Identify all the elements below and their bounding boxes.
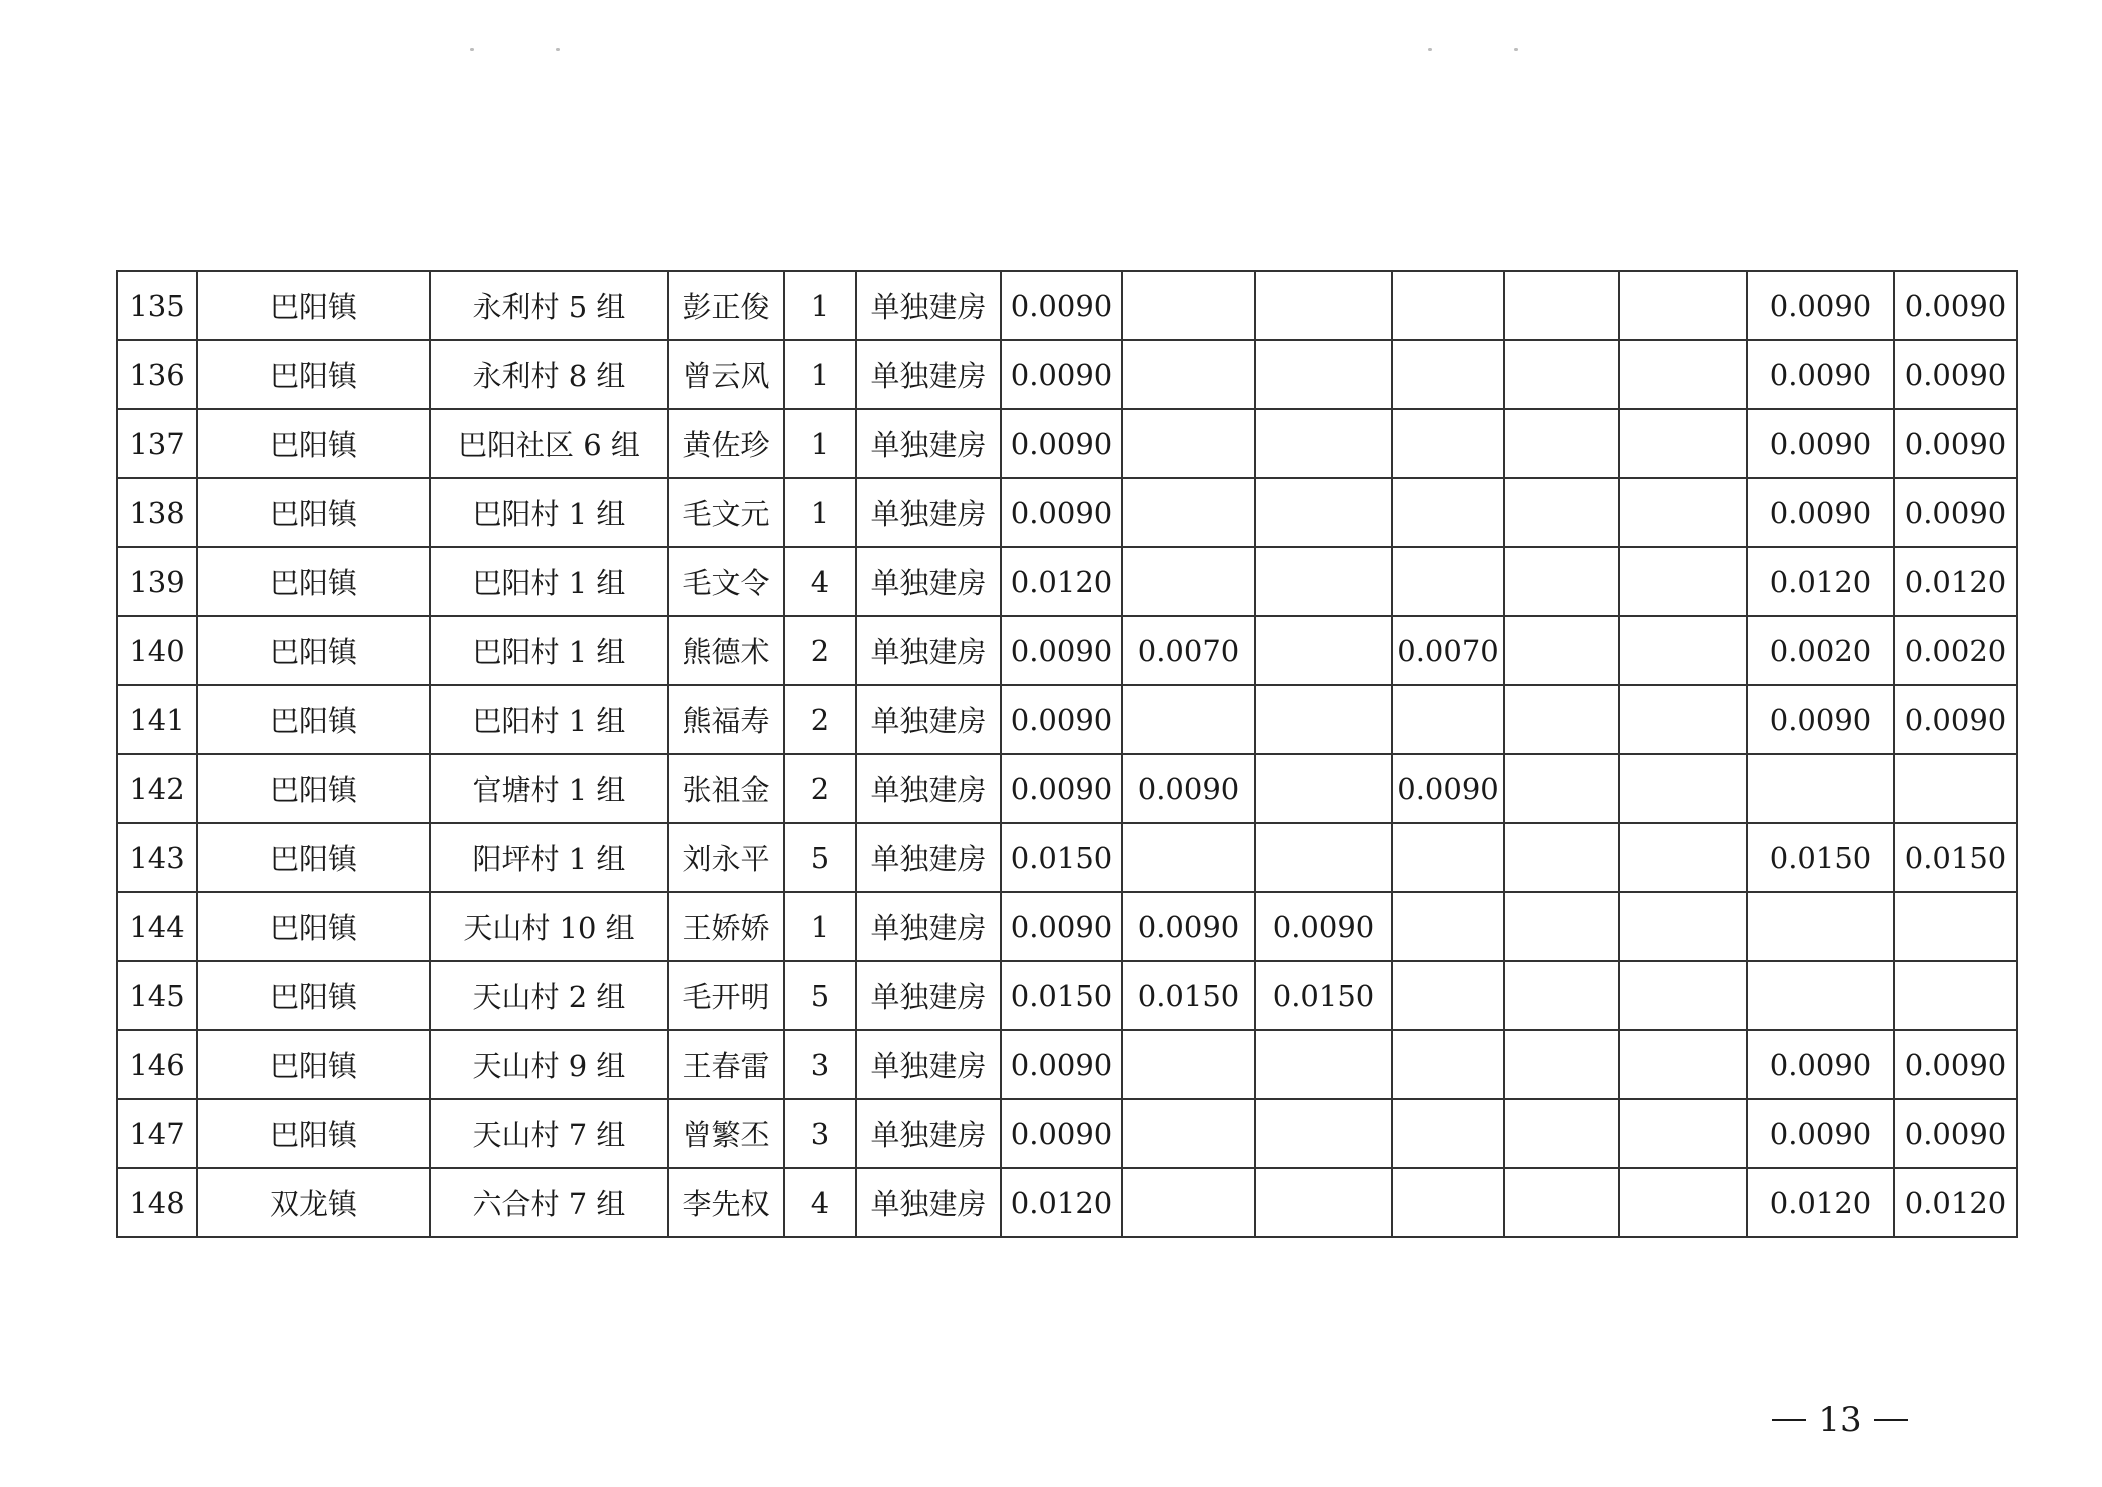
town-cell: 巴阳镇 [197, 409, 430, 478]
table-row [117, 754, 2017, 823]
construction-type-cell: 单独建房 [856, 961, 1001, 1030]
area-cell: 0.0020 [1747, 616, 1894, 685]
town-cell: 巴阳镇 [197, 1099, 430, 1168]
village-group-cell: 天山村 2 组 [430, 961, 668, 1030]
construction-type-cell: 单独建房 [856, 823, 1001, 892]
area-cell [1619, 478, 1747, 547]
town-cell: 巴阳镇 [197, 754, 430, 823]
serial-number-cell: 148 [117, 1168, 197, 1237]
area-cell: 0.0150 [1001, 961, 1122, 1030]
table-row [117, 547, 2017, 616]
area-cell: 0.0090 [1001, 1099, 1122, 1168]
area-cell [1894, 892, 2017, 961]
village-group-cell: 天山村 9 组 [430, 1030, 668, 1099]
town-cell: 巴阳镇 [197, 823, 430, 892]
area-cell [1392, 478, 1504, 547]
area-cell [1504, 547, 1619, 616]
serial-number-cell: 136 [117, 340, 197, 409]
construction-type-cell: 单独建房 [856, 478, 1001, 547]
area-cell [1122, 340, 1255, 409]
town-cell: 巴阳镇 [197, 616, 430, 685]
area-cell [1619, 409, 1747, 478]
construction-type-cell: 单独建房 [856, 547, 1001, 616]
household-count-cell: 1 [784, 478, 856, 547]
area-cell [1392, 1168, 1504, 1237]
table-row [117, 271, 2017, 340]
construction-type-cell: 单独建房 [856, 409, 1001, 478]
village-group-cell: 永利村 5 组 [430, 271, 668, 340]
household-count-cell: 3 [784, 1099, 856, 1168]
household-count-cell: 4 [784, 1168, 856, 1237]
village-group-cell: 巴阳村 1 组 [430, 547, 668, 616]
town-cell: 巴阳镇 [197, 271, 430, 340]
area-cell [1255, 1099, 1392, 1168]
village-group-cell: 天山村 10 组 [430, 892, 668, 961]
area-cell [1255, 685, 1392, 754]
serial-number-cell: 139 [117, 547, 197, 616]
serial-number-cell: 143 [117, 823, 197, 892]
serial-number-cell: 142 [117, 754, 197, 823]
area-cell: 0.0090 [1122, 892, 1255, 961]
area-cell [1619, 616, 1747, 685]
town-cell: 巴阳镇 [197, 1030, 430, 1099]
area-cell: 0.0090 [1894, 478, 2017, 547]
table-row [117, 892, 2017, 961]
area-cell [1122, 1099, 1255, 1168]
town-cell: 巴阳镇 [197, 685, 430, 754]
table-row [117, 823, 2017, 892]
area-cell: 0.0090 [1255, 892, 1392, 961]
applicant-name-cell: 张祖金 [668, 754, 784, 823]
table-row [117, 409, 2017, 478]
area-cell [1504, 409, 1619, 478]
applicant-name-cell: 王春雷 [668, 1030, 784, 1099]
construction-type-cell: 单独建房 [856, 271, 1001, 340]
serial-number-cell: 141 [117, 685, 197, 754]
area-cell: 0.0090 [1001, 1030, 1122, 1099]
construction-type-cell: 单独建房 [856, 685, 1001, 754]
area-cell: 0.0090 [1392, 754, 1504, 823]
area-cell [1255, 547, 1392, 616]
table-row [117, 340, 2017, 409]
area-cell: 0.0120 [1894, 547, 2017, 616]
table-body [117, 271, 2017, 1237]
village-group-cell: 巴阳村 1 组 [430, 478, 668, 547]
scan-speck [1428, 48, 1432, 51]
area-cell: 0.0090 [1747, 340, 1894, 409]
table-row [117, 1030, 2017, 1099]
household-count-cell: 1 [784, 409, 856, 478]
household-count-cell: 1 [784, 340, 856, 409]
area-cell: 0.0150 [1894, 823, 2017, 892]
area-cell: 0.0150 [1001, 823, 1122, 892]
page-number-dash-right [1874, 1419, 1908, 1421]
area-cell: 0.0090 [1001, 478, 1122, 547]
scan-speck [556, 48, 560, 51]
area-cell [1392, 271, 1504, 340]
area-cell [1619, 547, 1747, 616]
area-cell [1122, 1168, 1255, 1237]
area-cell: 0.0090 [1894, 1030, 2017, 1099]
area-cell [1619, 1099, 1747, 1168]
area-cell [1392, 340, 1504, 409]
area-cell: 0.0120 [1747, 1168, 1894, 1237]
household-count-cell: 5 [784, 961, 856, 1030]
area-cell [1747, 892, 1894, 961]
household-count-cell: 3 [784, 1030, 856, 1099]
area-cell [1747, 754, 1894, 823]
serial-number-cell: 135 [117, 271, 197, 340]
area-cell [1122, 685, 1255, 754]
area-cell: 0.0090 [1001, 685, 1122, 754]
scan-specks [0, 48, 2102, 58]
village-group-cell: 巴阳村 1 组 [430, 616, 668, 685]
area-cell: 0.0020 [1894, 616, 2017, 685]
area-cell [1619, 961, 1747, 1030]
area-cell: 0.0090 [1001, 409, 1122, 478]
area-cell [1504, 754, 1619, 823]
area-cell [1894, 754, 2017, 823]
area-cell [1255, 478, 1392, 547]
area-cell [1619, 1030, 1747, 1099]
area-cell [1619, 823, 1747, 892]
applicant-name-cell: 毛文元 [668, 478, 784, 547]
area-cell: 0.0150 [1747, 823, 1894, 892]
area-cell [1255, 271, 1392, 340]
page-number-dash-left [1772, 1419, 1806, 1421]
area-cell: 0.0120 [1894, 1168, 2017, 1237]
area-cell: 0.0090 [1747, 685, 1894, 754]
area-cell [1392, 892, 1504, 961]
area-cell [1122, 271, 1255, 340]
construction-type-cell: 单独建房 [856, 616, 1001, 685]
household-count-cell: 2 [784, 685, 856, 754]
area-cell: 0.0090 [1747, 478, 1894, 547]
town-cell: 巴阳镇 [197, 961, 430, 1030]
construction-type-cell: 单独建房 [856, 1099, 1001, 1168]
area-cell [1619, 271, 1747, 340]
area-cell [1504, 616, 1619, 685]
household-count-cell: 4 [784, 547, 856, 616]
area-cell: 0.0120 [1001, 547, 1122, 616]
area-cell: 0.0070 [1122, 616, 1255, 685]
area-cell [1392, 547, 1504, 616]
construction-type-cell: 单独建房 [856, 754, 1001, 823]
town-cell: 巴阳镇 [197, 547, 430, 616]
area-cell: 0.0090 [1747, 409, 1894, 478]
applicant-name-cell: 曾云风 [668, 340, 784, 409]
area-cell [1504, 823, 1619, 892]
village-group-cell: 巴阳社区 6 组 [430, 409, 668, 478]
area-cell: 0.0090 [1894, 1099, 2017, 1168]
area-cell [1504, 271, 1619, 340]
applicant-name-cell: 彭正俊 [668, 271, 784, 340]
area-cell: 0.0090 [1001, 340, 1122, 409]
household-count-cell: 1 [784, 271, 856, 340]
town-cell: 巴阳镇 [197, 892, 430, 961]
household-count-cell: 2 [784, 754, 856, 823]
area-cell [1619, 340, 1747, 409]
area-cell [1122, 823, 1255, 892]
household-count-cell: 2 [784, 616, 856, 685]
area-cell: 0.0090 [1122, 754, 1255, 823]
area-cell: 0.0090 [1747, 271, 1894, 340]
household-count-cell: 5 [784, 823, 856, 892]
area-cell [1619, 892, 1747, 961]
area-cell: 0.0090 [1894, 340, 2017, 409]
area-cell [1122, 547, 1255, 616]
applicant-name-cell: 李先权 [668, 1168, 784, 1237]
household-count-cell: 1 [784, 892, 856, 961]
serial-number-cell: 144 [117, 892, 197, 961]
area-cell: 0.0090 [1001, 754, 1122, 823]
area-cell: 0.0090 [1747, 1099, 1894, 1168]
area-cell: 0.0150 [1255, 961, 1392, 1030]
area-cell: 0.0090 [1747, 1030, 1894, 1099]
area-cell [1122, 478, 1255, 547]
serial-number-cell: 145 [117, 961, 197, 1030]
area-cell: 0.0070 [1392, 616, 1504, 685]
applicant-name-cell: 熊德术 [668, 616, 784, 685]
scan-speck [470, 48, 474, 51]
area-cell [1619, 685, 1747, 754]
area-cell [1122, 1030, 1255, 1099]
table-row [117, 685, 2017, 754]
town-cell: 巴阳镇 [197, 340, 430, 409]
applicant-name-cell: 毛文令 [668, 547, 784, 616]
town-cell: 巴阳镇 [197, 478, 430, 547]
construction-type-cell: 单独建房 [856, 1168, 1001, 1237]
area-cell: 0.0090 [1894, 271, 2017, 340]
applicant-name-cell: 王娇娇 [668, 892, 784, 961]
area-cell: 0.0120 [1747, 547, 1894, 616]
serial-number-cell: 146 [117, 1030, 197, 1099]
area-cell [1255, 340, 1392, 409]
area-cell: 0.0120 [1001, 1168, 1122, 1237]
serial-number-cell: 147 [117, 1099, 197, 1168]
area-cell [1392, 685, 1504, 754]
table-row [117, 478, 2017, 547]
applicant-name-cell: 曾繁丕 [668, 1099, 784, 1168]
area-cell [1504, 961, 1619, 1030]
area-cell [1504, 340, 1619, 409]
village-group-cell: 天山村 7 组 [430, 1099, 668, 1168]
village-group-cell: 阳坪村 1 组 [430, 823, 668, 892]
area-cell [1255, 823, 1392, 892]
area-cell [1619, 754, 1747, 823]
area-cell: 0.0090 [1001, 616, 1122, 685]
area-cell [1122, 409, 1255, 478]
page-number-text: 13 [1818, 1400, 1862, 1440]
table-row [117, 616, 2017, 685]
area-cell [1255, 409, 1392, 478]
village-group-cell: 永利村 8 组 [430, 340, 668, 409]
construction-type-cell: 单独建房 [856, 340, 1001, 409]
area-cell [1255, 616, 1392, 685]
area-cell [1392, 409, 1504, 478]
area-cell: 0.0090 [1894, 409, 2017, 478]
applicant-name-cell: 熊福寿 [668, 685, 784, 754]
area-cell [1255, 754, 1392, 823]
area-cell: 0.0090 [1001, 271, 1122, 340]
area-cell [1392, 1030, 1504, 1099]
applicant-name-cell: 毛开明 [668, 961, 784, 1030]
area-cell: 0.0150 [1122, 961, 1255, 1030]
serial-number-cell: 138 [117, 478, 197, 547]
table-row [117, 1168, 2017, 1237]
area-cell [1504, 1099, 1619, 1168]
town-cell: 双龙镇 [197, 1168, 430, 1237]
village-group-cell: 巴阳村 1 组 [430, 685, 668, 754]
table-row [117, 1099, 2017, 1168]
serial-number-cell: 137 [117, 409, 197, 478]
applicant-name-cell: 刘永平 [668, 823, 784, 892]
area-cell [1255, 1030, 1392, 1099]
area-cell [1392, 1099, 1504, 1168]
construction-type-cell: 单独建房 [856, 1030, 1001, 1099]
land-use-table [116, 270, 2018, 1238]
applicant-name-cell: 黄佐珍 [668, 409, 784, 478]
area-cell: 0.0090 [1001, 892, 1122, 961]
area-cell [1894, 961, 2017, 1030]
area-cell [1619, 1168, 1747, 1237]
scan-speck [1514, 48, 1518, 51]
area-cell [1504, 892, 1619, 961]
area-cell [1504, 478, 1619, 547]
serial-number-cell: 140 [117, 616, 197, 685]
area-cell [1504, 685, 1619, 754]
area-cell [1255, 1168, 1392, 1237]
village-group-cell: 官塘村 1 组 [430, 754, 668, 823]
area-cell [1747, 961, 1894, 1030]
area-cell: 0.0090 [1894, 685, 2017, 754]
area-cell [1392, 961, 1504, 1030]
area-cell [1504, 1030, 1619, 1099]
area-cell [1504, 1168, 1619, 1237]
village-group-cell: 六合村 7 组 [430, 1168, 668, 1237]
page-number [1760, 1395, 1920, 1445]
area-cell [1392, 823, 1504, 892]
construction-type-cell: 单独建房 [856, 892, 1001, 961]
table-row [117, 961, 2017, 1030]
